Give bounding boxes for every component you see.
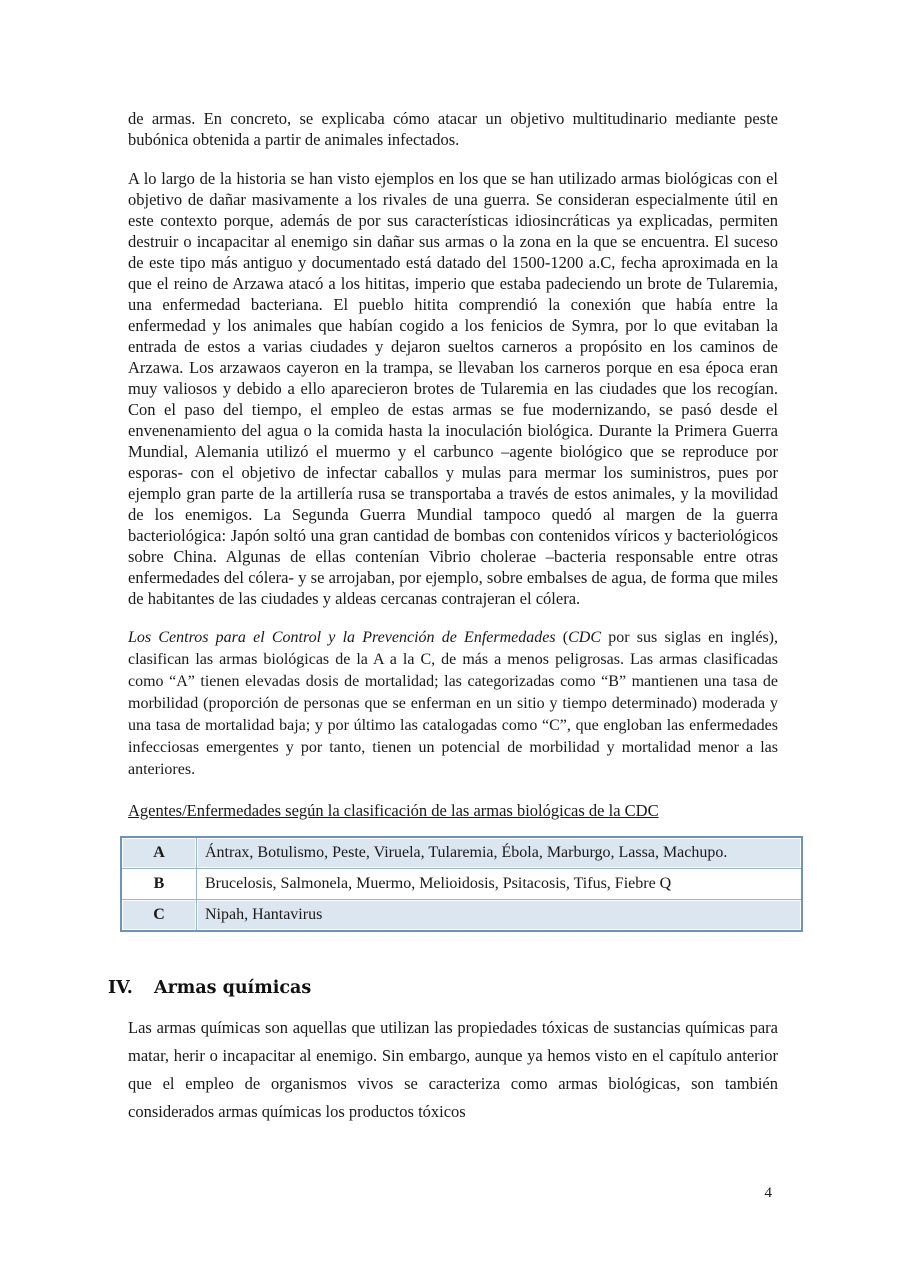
cdc-paren: ( bbox=[555, 629, 569, 646]
paragraph-chemical-weapons: Las armas químicas son aquellas que utilizan las propiedades tóxicas de sustancias químicas para matar, herir o incapacitar al enemigo. Sin embargo, aunque ya hemos visto en el capítulo anterior que el empleo de organismos vivos se caracteriza como armas biológicas, son también considerados armas químicas los productos tóxicos bbox=[128, 1018, 778, 1121]
section-numeral: IV. bbox=[108, 978, 133, 998]
cdc-acronym-italic: CDC bbox=[568, 629, 602, 646]
table-row bbox=[121, 869, 802, 900]
section-heading-armas-quimicas bbox=[108, 976, 778, 1000]
table-row bbox=[121, 900, 802, 932]
cdc-paragraph-rest: por sus siglas en inglés), clasifican las armas biológicas de la A a la C, de más a menos peligrosas. Las armas clasificadas como “A” tienen elevadas dosis de mortalidad; las categorizadas como “B” mantienen una tasa de morbilidad (proporción de personas que se enferman en un sitio y tiempo determinado) moderada y una tasa de mortalidad baja; y por último las catalogadas como “C”, que engloban las enfermedades infecciosas emergentes y por tanto, tienen un potencial de morbilidad y mortalidad menor a las anteriores. bbox=[128, 629, 778, 778]
paragraph-history: A lo largo de la historia se han visto ejemplos en los que se han utilizado armas biológicas con el objetivo de dañar masivamente a los rivales de una guerra. Se consideran especialmente útil en este contexto porque, además de por sus características idiosincráticas ya explicadas, permiten destruir o incapacitar al enemigo sin dañar sus armas o la zona en la que se encuentra. El suceso de este tipo más antiguo y documentado está datado del 1500-1200 a.C, fecha aproximada en la que el reino de Arzawa atacó a los hititas, imperio que estaba padeciendo un brote de Tularemia, una enfermedad bacteriana. El pueblo hitita comprendió la conexión que había entre la enfermedad y los animales que habían cogido a los fenicios de Symra, por lo que evitaban la entrada de estos a varias ciudades y dejaron sueltos carneros a propósito en los caminos de Arzawa. Los arzawaos cayeron en la trampa, se llevaban los carneros porque en esa época eran muy valiosos y debido a ello aparecieron brotes de Tularemia en las ciudades que los recogían. Con el paso del tiempo, el empleo de estas armas se fue modernizando, se pasó desde el envenenamiento del agua o la comida hasta la inoculación biológica. Durante la Primera Guerra Mundial, Alemania utilizó el muermo y el carbunco –agente biológico que se reproduce por esporas- con el objetivo de infectar caballos y mulas para mermar los suministros, pues por ejemplo gran parte de la artillería rusa se transportaba a través de estos animales, y la movilidad de los enemigos. La Segunda Guerra Mundial tampoco quedó al margen de la guerra bacteriológica: Japón soltó una gran cantidad de bombas con contenidos víricos y bacteriológicos sobre China. Algunas de ellas contenían Vibrio cholerae –bacteria responsable entre otras enfermedades del cólera- y se arrojaban, por ejemplo, sobre embalses de agua, de forma que miles de habitantes de las ciudades y aldeas cercanas contrajeran el cólera. bbox=[128, 169, 778, 608]
page-number: 4 bbox=[764, 1185, 772, 1201]
table-row bbox=[121, 837, 802, 869]
cdc-classification-table bbox=[120, 836, 803, 932]
table-cell-agents: Brucelosis, Salmonela, Muermo, Melioidosis, Psitacosis, Tifus, Fiebre Q bbox=[197, 869, 803, 900]
table-cell-agents: Ántrax, Botulismo, Peste, Viruela, Tularemia, Ébola, Marburgo, Lassa, Machupo. bbox=[197, 837, 803, 869]
table-cell-category: B bbox=[121, 869, 197, 900]
table-caption: Agentes/Enfermedades según la clasificación de las armas biológicas de la CDC bbox=[128, 801, 659, 820]
section-title: Armas químicas bbox=[154, 978, 312, 998]
paragraph-intro: de armas. En concreto, se explicaba cómo atacar un objetivo multitudinario mediante peste bubónica obtenida a partir de animales infectados. bbox=[128, 109, 778, 149]
table-cell-category: A bbox=[121, 837, 197, 869]
table-cell-agents: Nipah, Hantavirus bbox=[197, 900, 803, 932]
table-cell-category: C bbox=[121, 900, 197, 932]
cdc-title-italic: Los Centros para el Control y la Prevención de Enfermedades bbox=[128, 629, 556, 646]
paragraph-cdc-classification bbox=[128, 627, 778, 781]
